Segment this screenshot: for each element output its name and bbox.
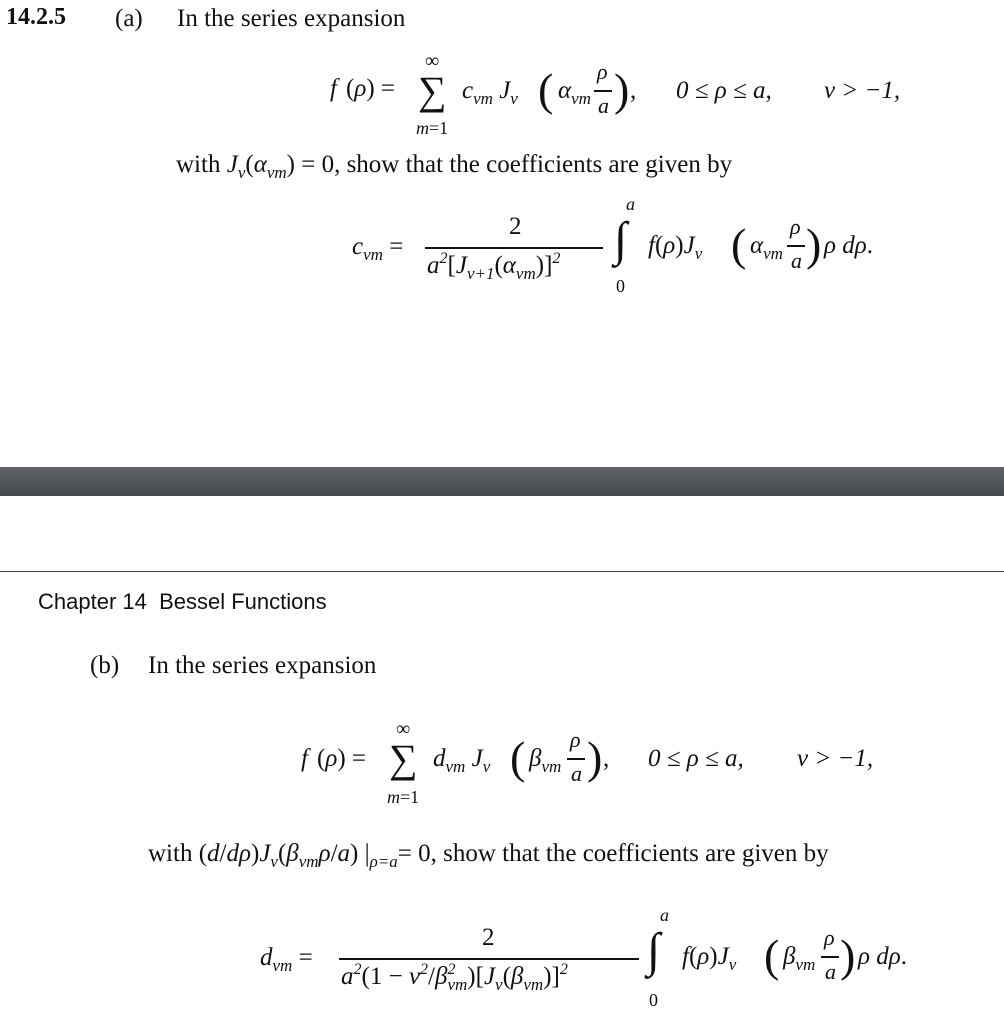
page-divider bbox=[0, 467, 1004, 496]
problem-number: 14.2.5 bbox=[6, 4, 66, 30]
part-a-intro: In the series expansion bbox=[177, 5, 406, 32]
part-b-condition: with $(d/d\rho)J_\nu(\beta_{\nu m}\rho/a)$ $|_{\rho=a}= 0$, show that the coefficients are given by bbox=[148, 840, 829, 871]
header-rule bbox=[0, 571, 1004, 572]
part-a-label: (a) bbox=[115, 5, 143, 32]
part-a-condition: with $J_\nu(\alpha_{\nu m}) = 0$, show that the coefficients are given by bbox=[176, 151, 733, 182]
part-b-label: (b) bbox=[90, 652, 120, 679]
part-b-intro: In the series expansion bbox=[148, 652, 377, 679]
running-header: Chapter 14 Bessel Functions bbox=[38, 589, 327, 614]
